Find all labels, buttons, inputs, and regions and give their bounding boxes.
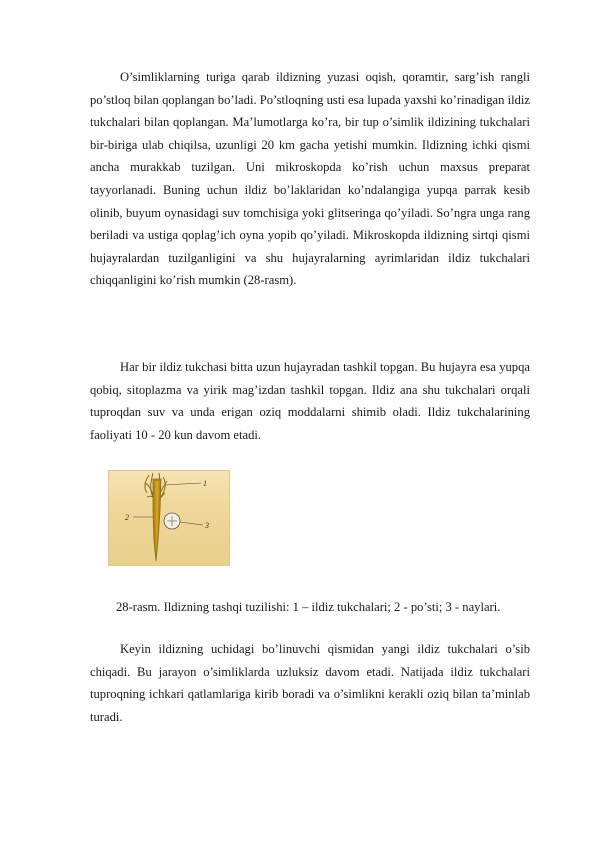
- figure-label-3: 3: [205, 521, 209, 530]
- paragraph-1: O’simliklarning turiga qarab ildizning yuzasi oqish, qoramtir, sarg’ish rangli po’stloq bilan qoplangan bo’ladi. Po’stloqning usti esa lupada yaxshi ko’rinadigan ildiz tukchalari bilan qoplangan. Ma’lumotlarga ko’ra, bir tup o’simlik ildizining tukchalari bir-biriga ulab chiqilsa, uzunligi 20 km gacha yetishi mumkin. Ildizning ichki qismi ancha murakkab tuzilgan. Uni mikroskopda ko’rish uchun maxsus preparat tayyorlanadi. Buning uchun ildiz bo’laklaridan ko’ndalangiga yupqa parrak kesib olinib, buyum oynasidagi suv tomchisiga yoki glitseringa qo’yiladi. So’ngra unga rang beriladi va ustiga qoplag’ich oyna yopib qo’yiladi. Mikroskopda ildizning sirtqi qismi hujayralardan tuzilganligini va shu hujayralarning ayrimlaridan ildiz tukchalari chiqqanligini ko’rish mumkin (28-rasm).: [90, 70, 530, 288]
- paragraph-2: Har bir ildiz tukchasi bitta uzun hujayradan tashkil topgan. Bu hujayra esa yupqa qobiq, sitoplazma va yirik mag’izdan tashkil topgan. Ildiz ana shu tukchalari orqali tuproqdan suv va unda erigan oziq moddalarni shimib oladi. Ildiz tukchalarining faoliyati 10 - 20 kun davom etadi.: [90, 360, 530, 442]
- figure-label-1: 1: [203, 479, 207, 488]
- figure-caption: 28-rasm. Ildizning tashqi tuzilishi: 1 – ildiz tukchalari; 2 - po’sti; 3 - naylari.: [116, 600, 501, 614]
- paragraph-3: Keyin ildizning uchidagi bo’linuvchi qismidan yangi ildiz tukchalari o’sib chiqadi. Bu jarayon o’simliklarda uzluksiz davom etadi. Natijada ildiz tukchalari tuproqning ichkari qatlamlariga kirib boradi va o’simlikni kerakli oziq bilan ta’minlab turadi.: [90, 642, 530, 724]
- root-illustration: [109, 471, 229, 565]
- figure-label-2: 2: [125, 513, 129, 522]
- root-structure-figure: [108, 470, 230, 566]
